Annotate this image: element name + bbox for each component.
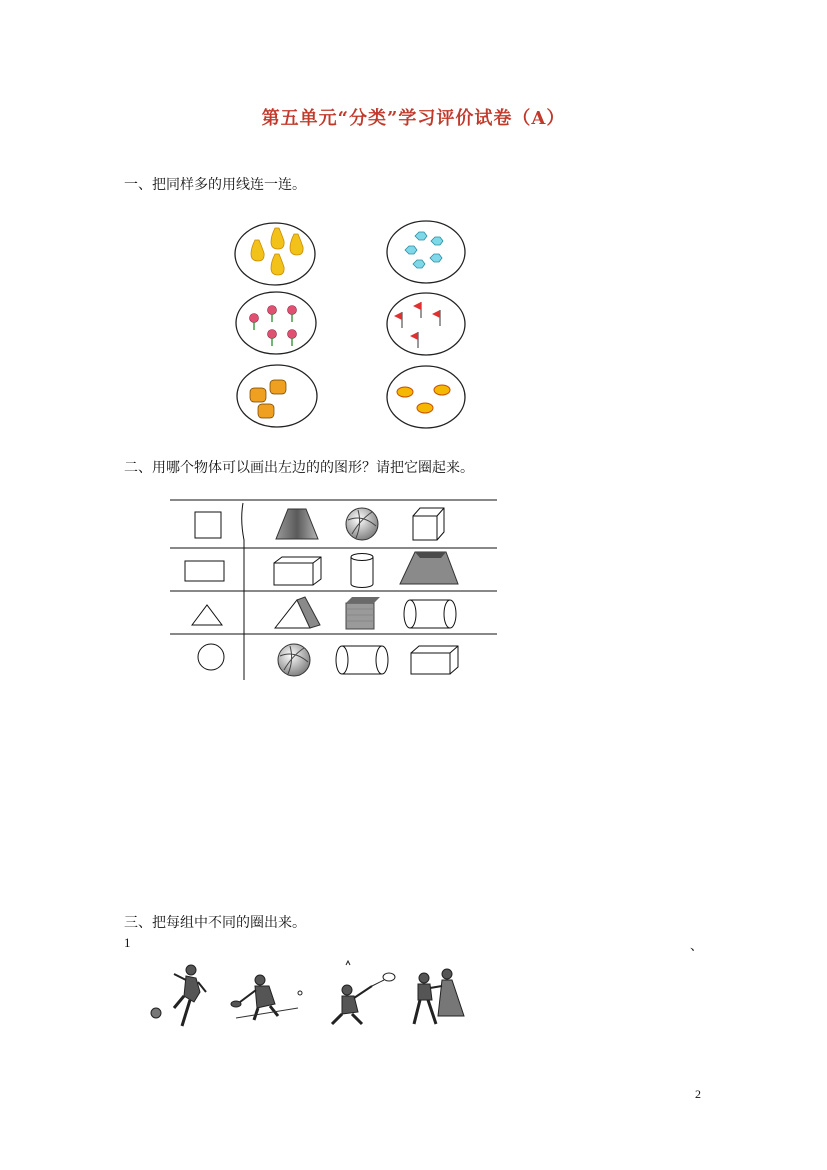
question-1-label: 一、把同样多的用线连一连。 (124, 177, 306, 193)
question-2-label: 二、用哪个物体可以画出左边的的图形？请把它圈起来。 (124, 460, 474, 476)
badminton-player-figure[interactable] (332, 961, 395, 1024)
soccer-player-figure[interactable] (151, 965, 206, 1026)
trailing-mark: 、 (690, 938, 704, 953)
page-title: 第五单元“分类”学习评价试卷（A） (261, 108, 566, 129)
table-tennis-player-figure[interactable] (231, 975, 302, 1020)
dancers-figure[interactable] (414, 969, 464, 1024)
question-3-label: 三、把每组中不同的圈出来。 (124, 915, 306, 931)
page-number: 2 (695, 1087, 701, 1101)
item-number: 1 (124, 935, 131, 950)
